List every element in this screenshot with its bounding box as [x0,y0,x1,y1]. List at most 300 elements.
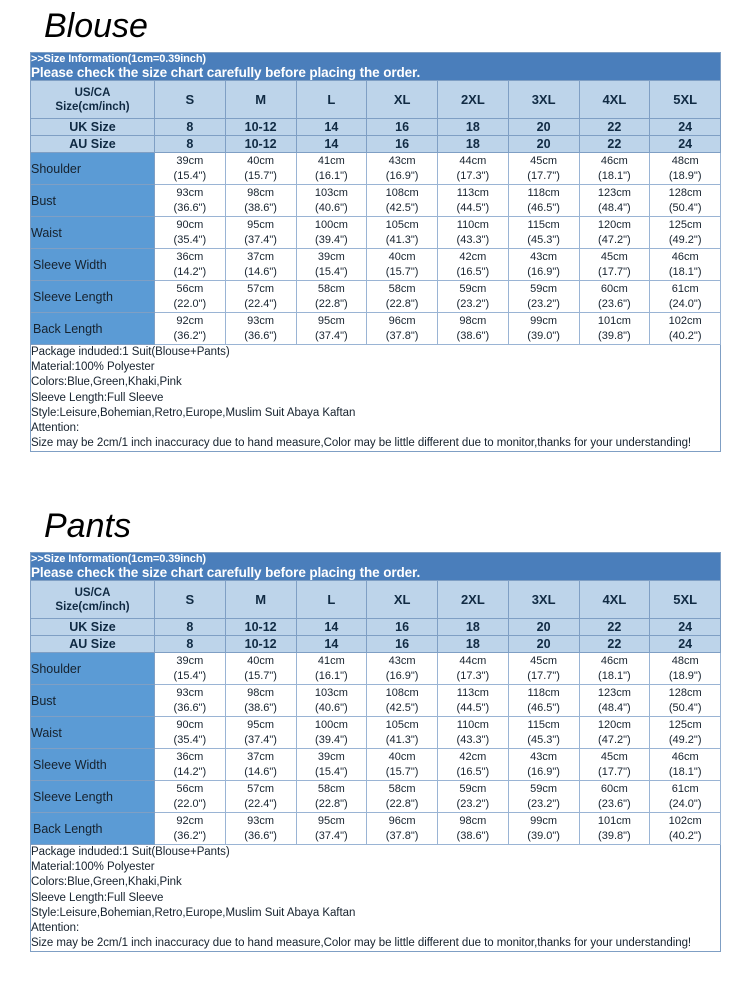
measurement-cm: 59cm [459,783,487,795]
measurement-cell [579,185,650,217]
measurement-cell [225,185,296,217]
header-size-l: L [296,81,367,119]
measurement-cm: 58cm [317,283,345,295]
measurement-cell [296,153,367,185]
measurement-inch: (17.7") [527,669,560,682]
measurement-inch: (23.2") [527,297,560,310]
size-system-value: 20 [508,619,579,636]
measurement-cell [367,749,438,781]
measurement-cell [650,217,721,249]
section-title: Pants [44,507,131,545]
measurement-cm: 98cm [459,815,487,827]
measurement-cell [367,281,438,313]
measurement-cell [225,313,296,345]
measurement-label-shoulder: Shoulder [31,653,155,685]
banner-row-info [31,553,721,566]
banner-size-information: >>Size Information(1cm=0.39inch) [31,53,721,66]
measurement-cm: 43cm [530,751,558,763]
measurement-cm: 42cm [459,251,487,263]
note-line: Material:100% Polyester [31,361,155,374]
measurement-cell [155,813,226,845]
measurement-inch: (15.4") [315,765,348,778]
measurement-cm: 102cm [668,815,702,827]
measurement-inch: (22.8") [385,797,419,810]
measurement-cm: 123cm [597,687,631,699]
measurement-label-bust: Bust [31,685,155,717]
measurement-inch: (41.3") [385,733,419,746]
measurement-cell [508,153,579,185]
measurement-inch: (16.9") [527,265,560,278]
header-size-xl: XL [367,81,438,119]
measurement-cell [650,281,721,313]
header-size-3xl: 3XL [508,581,579,619]
measurement-cell [155,313,226,345]
size-system-value: 14 [296,136,367,153]
measurement-cell [508,781,579,813]
measurement-cell [155,153,226,185]
measurement-label-sleeve-length: Sleeve Length [31,781,155,813]
size-system-value: 20 [508,119,579,136]
measurement-inch: (38.6") [456,829,490,842]
measurement-cm: 44cm [459,655,487,667]
measurement-cell [650,781,721,813]
measurement-cm: 100cm [314,219,348,231]
size-system-value: 8 [155,619,226,636]
measurement-inch: (40.2") [668,829,702,842]
measurement-cm: 58cm [388,283,416,295]
section-title: Blouse [44,7,148,45]
measurement-inch: (18.1") [668,265,702,278]
measurement-inch: (36.6") [244,329,277,342]
banner-check-notice: Please check the size chart carefully before placing the order. [31,65,721,81]
measurement-cell [438,313,509,345]
measurement-cm: 105cm [385,719,419,731]
measurement-label-shoulder: Shoulder [31,153,155,185]
measurement-cell [438,249,509,281]
size-system-value: 18 [438,636,509,653]
measurement-cm: 96cm [388,315,416,327]
measurement-cell [225,685,296,717]
measurement-cm: 36cm [176,251,204,263]
measurement-cm: 59cm [530,283,558,295]
measurement-row [31,185,721,217]
measurement-inch: (45.3") [527,733,560,746]
measurement-cell [438,813,509,845]
measurement-cell [296,781,367,813]
note-line: Size may be 2cm/1 inch inaccuracy due to hand measure,Color may be little different due to monitor,thanks for your understanding! [31,437,692,450]
measurement-label-waist: Waist [31,717,155,749]
measurement-cell [579,249,650,281]
size-system-value: 16 [367,136,438,153]
note-line: Attention: [31,922,80,935]
measurement-inch: (37.4") [244,233,277,246]
measurement-inch: (14.6") [244,265,277,278]
measurement-cell [438,153,509,185]
measurement-cell [650,249,721,281]
banner-row-notice [31,565,721,581]
measurement-cell [155,217,226,249]
measurement-cm: 110cm [456,219,489,231]
measurement-inch: (39.4") [315,733,348,746]
measurement-cell [367,653,438,685]
measurement-cm: 61cm [671,783,699,795]
size-system-value: 24 [650,119,721,136]
measurement-cell [508,185,579,217]
measurement-inch: (40.6") [315,201,348,214]
measurement-cell [508,217,579,249]
measurement-cell [296,313,367,345]
header-size-s: S [155,81,226,119]
measurement-cm: 45cm [530,655,558,667]
measurement-inch: (38.6") [456,329,490,342]
measurement-cell [579,781,650,813]
measurement-inch: (16.5") [456,265,490,278]
measurement-cell [438,653,509,685]
measurement-inch: (43.3") [456,233,490,246]
measurement-inch: (22.8") [315,297,348,310]
measurement-cm: 93cm [247,815,275,827]
measurement-cm: 125cm [668,219,702,231]
header-corner-label [31,81,155,119]
measurement-cell [650,813,721,845]
measurement-inch: (43.3") [456,733,490,746]
measurement-cm: 60cm [600,283,628,295]
measurement-cell [438,281,509,313]
measurement-inch: (39.0") [527,829,560,842]
measurement-cm: 48cm [671,155,699,167]
measurement-inch: (14.6") [244,765,277,778]
measurement-cm: 99cm [530,315,558,327]
measurement-cm: 115cm [527,219,560,231]
measurement-inch: (48.4") [598,201,631,214]
measurement-cm: 123cm [597,187,631,199]
measurement-inch: (50.4") [668,701,702,714]
measurement-cm: 44cm [459,155,487,167]
note-line: Package induded:1 Suit(Blouse+Pants) [31,846,230,858]
section-pants [0,500,750,952]
measurement-cell [508,717,579,749]
size-system-value: 22 [579,119,650,136]
banner-row-notice [31,65,721,81]
measurement-inch: (36.2") [173,829,207,842]
measurement-cm: 118cm [527,687,560,699]
product-notes [31,345,721,452]
measurement-cm: 41cm [317,655,345,667]
size-system-value: 18 [438,136,509,153]
header-size-m: M [225,81,296,119]
header-corner-line2: Size(cm/inch) [55,100,130,113]
size-system-value: 18 [438,119,509,136]
measurement-label-sleeve-width: Sleeve Width [31,749,155,781]
measurement-inch: (40.6") [315,701,348,714]
measurement-cm: 92cm [176,315,204,327]
measurement-inch: (14.2") [173,765,207,778]
measurement-cm: 42cm [459,751,487,763]
note-line: Style:Leisure,Bohemian,Retro,Europe,Muslim Suit Abaya Kaftan [31,406,356,419]
size-system-label: AU Size [31,636,155,653]
measurement-inch: (39.8") [598,829,631,842]
banner-check-notice: Please check the size chart carefully before placing the order. [31,565,721,581]
measurement-cell [225,249,296,281]
measurement-inch: (16.1") [315,669,348,682]
measurement-inch: (16.9") [385,669,419,682]
measurement-inch: (15.4") [173,169,207,182]
measurement-inch: (40.2") [668,329,702,342]
measurement-inch: (14.2") [173,265,207,278]
measurement-cm: 102cm [668,315,702,327]
measurement-cell [508,653,579,685]
measurement-cm: 40cm [247,155,275,167]
header-size-l: L [296,581,367,619]
measurement-cm: 128cm [668,187,702,199]
measurement-cell [650,717,721,749]
measurement-cm: 120cm [597,719,631,731]
measurement-inch: (17.7") [527,169,560,182]
size-system-value: 10-12 [225,619,296,636]
measurement-inch: (37.8") [385,829,419,842]
note-line: Sleeve Length:Full Sleeve [31,891,164,904]
measurement-cm: 45cm [530,155,558,167]
measurement-cm: 101cm [597,815,631,827]
measurement-cm: 98cm [459,315,487,327]
measurement-cm: 46cm [671,251,699,263]
measurement-cm: 120cm [597,219,631,231]
measurement-cell [296,685,367,717]
measurement-inch: (23.2") [456,297,490,310]
size-system-value: 14 [296,636,367,653]
measurement-label-sleeve-length: Sleeve Length [31,281,155,313]
measurement-cell [225,781,296,813]
measurement-label-back-length: Back Length [31,313,155,345]
measurement-cm: 39cm [317,251,345,263]
measurement-cell [225,281,296,313]
measurement-inch: (49.2") [668,733,702,746]
measurement-cell [155,717,226,749]
banner-row-info [31,53,721,66]
measurement-cm: 57cm [247,783,275,795]
measurement-cm: 45cm [600,251,628,263]
measurement-cm: 37cm [247,251,275,263]
measurement-inch: (23.6") [598,797,631,810]
measurement-cell [579,685,650,717]
measurement-inch: (17.3") [456,169,490,182]
measurement-inch: (36.6") [173,201,207,214]
measurement-cm: 90cm [176,219,204,231]
header-size-4xl: 4XL [579,81,650,119]
measurement-cm: 96cm [388,815,416,827]
measurement-cell [367,813,438,845]
measurement-cell [296,281,367,313]
measurement-cell [650,685,721,717]
note-line: Material:100% Polyester [31,861,155,874]
measurement-cm: 103cm [314,187,348,199]
measurement-inch: (15.7") [244,169,277,182]
measurement-cm: 128cm [668,687,702,699]
measurement-cell [438,685,509,717]
measurement-inch: (37.4") [244,733,277,746]
measurement-inch: (17.7") [598,265,631,278]
measurement-cm: 57cm [247,283,275,295]
measurement-cell [367,153,438,185]
measurement-inch: (44.5") [456,201,490,214]
measurement-cm: 105cm [385,219,419,231]
measurement-cm: 39cm [176,155,204,167]
measurement-cm: 39cm [317,751,345,763]
measurement-cell [155,749,226,781]
measurement-inch: (15.4") [315,265,348,278]
measurement-cell [438,781,509,813]
measurement-cm: 118cm [527,187,560,199]
header-size-2xl: 2XL [438,81,509,119]
size-system-value: 22 [579,136,650,153]
size-system-value: 24 [650,619,721,636]
measurement-cell [155,781,226,813]
size-system-value: 20 [508,136,579,153]
header-size-5xl: 5XL [650,81,721,119]
measurement-cm: 59cm [459,283,487,295]
size-system-value: 8 [155,136,226,153]
measurement-inch: (18.9") [668,169,702,182]
measurement-cm: 108cm [385,187,419,199]
measurement-inch: (23.6") [598,297,631,310]
size-system-row [31,136,721,153]
measurement-cm: 98cm [247,187,275,199]
note-line: Sleeve Length:Full Sleeve [31,391,164,404]
size-chart-table [30,52,721,452]
measurement-row [31,281,721,313]
measurement-cm: 95cm [317,815,345,827]
size-system-row [31,119,721,136]
measurement-cell [508,281,579,313]
header-size-4xl: 4XL [579,581,650,619]
measurement-inch: (15.7") [385,265,419,278]
measurement-row [31,813,721,845]
measurement-cm: 113cm [456,187,489,199]
measurement-cm: 110cm [456,719,489,731]
measurement-cell [155,685,226,717]
measurement-inch: (15.7") [385,765,419,778]
measurement-inch: (49.2") [668,233,702,246]
measurement-inch: (37.4") [315,329,348,342]
note-line: Colors:Blue,Green,Khaki,Pink [31,876,182,889]
measurement-row [31,249,721,281]
measurement-cell [296,813,367,845]
measurement-cm: 115cm [527,719,560,731]
measurement-inch: (22.8") [315,797,348,810]
measurement-cell [579,813,650,845]
section-blouse [0,0,750,452]
measurement-cell [296,217,367,249]
measurement-inch: (24.0") [668,297,702,310]
measurement-inch: (38.6") [244,201,277,214]
header-size-xl: XL [367,581,438,619]
measurement-row [31,217,721,249]
measurement-cell [508,685,579,717]
note-line: Attention: [31,422,80,435]
measurement-cm: 93cm [176,687,204,699]
measurement-cell [296,749,367,781]
measurement-inch: (22.0") [173,297,207,310]
measurement-inch: (41.3") [385,233,419,246]
measurement-row [31,685,721,717]
measurement-cell [579,749,650,781]
header-corner-line1: US/CA [74,586,111,599]
measurement-cm: 56cm [176,783,204,795]
measurement-inch: (48.4") [598,701,631,714]
measurement-inch: (38.6") [244,701,277,714]
size-system-value: 16 [367,619,438,636]
header-size-s: S [155,581,226,619]
header-size-m: M [225,581,296,619]
measurement-inch: (36.6") [173,701,207,714]
size-system-value: 16 [367,119,438,136]
size-chart-table [30,552,721,952]
note-line: Size may be 2cm/1 inch inaccuracy due to hand measure,Color may be little different due to monitor,thanks for your understanding! [31,937,692,950]
measurement-cell [579,717,650,749]
measurement-cell [579,153,650,185]
measurement-inch: (50.4") [668,201,702,214]
measurement-inch: (15.4") [173,669,207,682]
measurement-cell [438,185,509,217]
measurement-cell [296,717,367,749]
measurement-inch: (24.0") [668,797,702,810]
measurement-inch: (47.2") [598,233,631,246]
product-notes [31,845,721,952]
measurement-cm: 100cm [314,719,348,731]
measurement-inch: (18.1") [598,669,631,682]
size-system-row [31,636,721,653]
size-system-value: 16 [367,636,438,653]
measurement-cm: 40cm [247,655,275,667]
measurement-cm: 41cm [317,155,345,167]
note-line: Style:Leisure,Bohemian,Retro,Europe,Muslim Suit Abaya Kaftan [31,906,356,919]
measurement-cm: 43cm [388,655,416,667]
size-system-row [31,619,721,636]
measurement-inch: (22.4") [244,797,277,810]
header-corner-line1: US/CA [74,86,111,99]
measurement-inch: (37.8") [385,329,419,342]
measurement-cell [225,749,296,781]
measurement-cm: 90cm [176,719,204,731]
measurement-cell [367,685,438,717]
measurement-cell [438,717,509,749]
measurement-cell [650,153,721,185]
header-corner-label [31,581,155,619]
measurement-inch: (45.3") [527,233,560,246]
measurement-cm: 59cm [530,783,558,795]
notes-row [31,345,721,452]
size-system-value: 10-12 [225,636,296,653]
measurement-cell [225,717,296,749]
measurement-row [31,749,721,781]
note-line: Package induded:1 Suit(Blouse+Pants) [31,346,230,358]
measurement-inch: (22.8") [385,297,419,310]
measurement-inch: (23.2") [527,797,560,810]
size-system-label: AU Size [31,136,155,153]
measurement-inch: (39.8") [598,329,631,342]
table-header-row [31,581,721,619]
measurement-inch: (22.0") [173,797,207,810]
measurement-inch: (42.5") [385,201,419,214]
table-header-row [31,81,721,119]
note-line: Colors:Blue,Green,Khaki,Pink [31,376,182,389]
measurement-row [31,781,721,813]
measurement-cell [367,781,438,813]
measurement-label-back-length: Back Length [31,813,155,845]
measurement-cell [438,217,509,249]
measurement-inch: (35.4") [173,233,207,246]
measurement-cm: 93cm [247,315,275,327]
